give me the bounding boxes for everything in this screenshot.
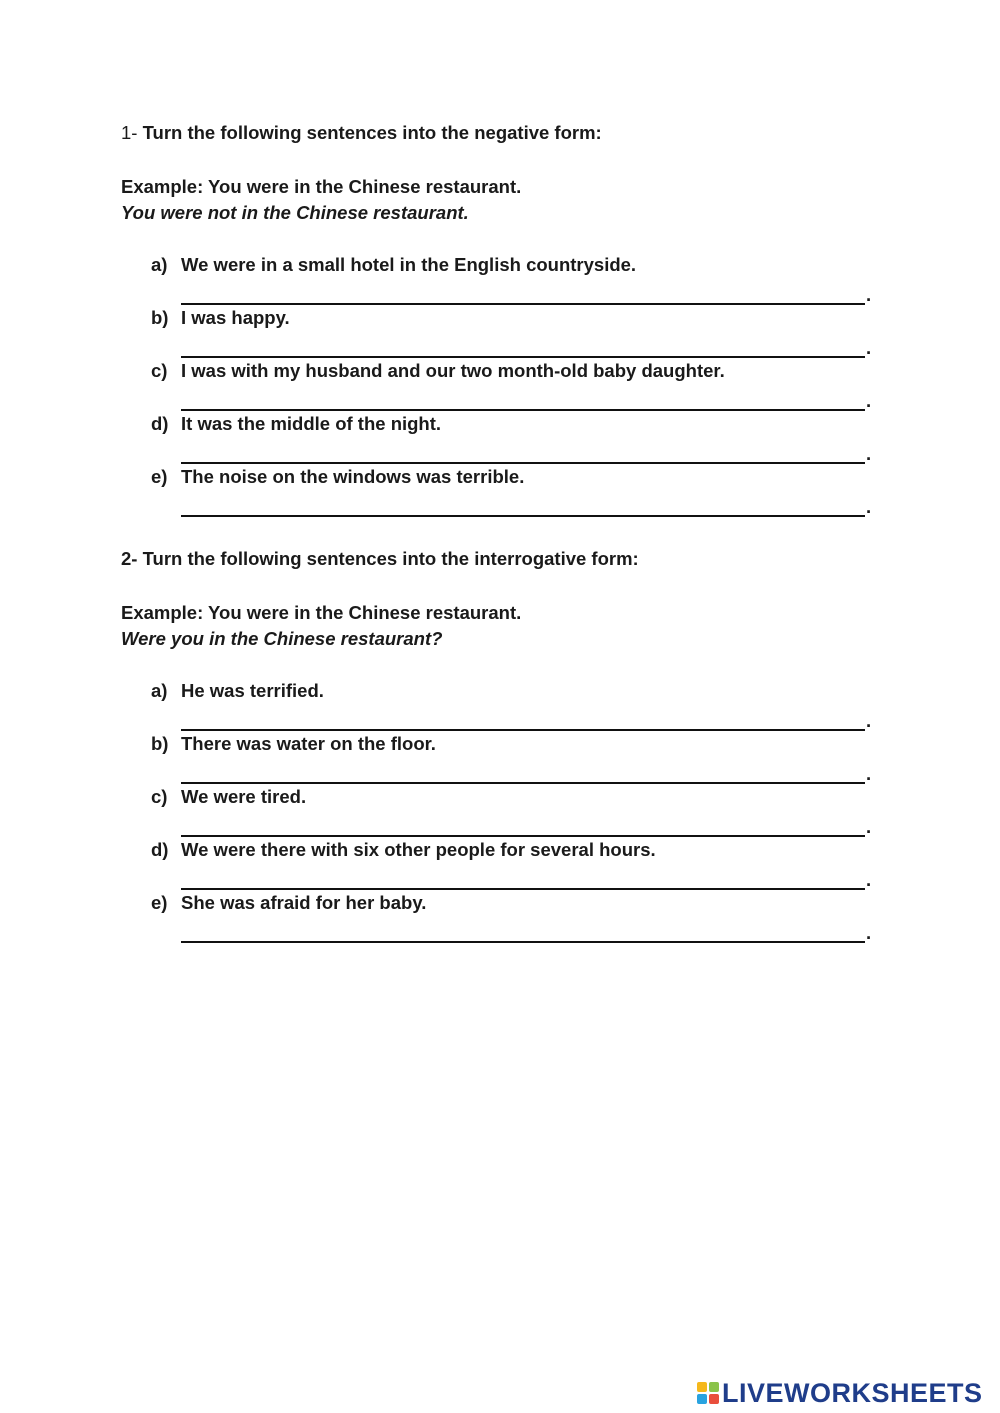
section-title: Turn the following sentences into the negative form:	[142, 122, 602, 143]
item-sentence: She was afraid for her baby.	[181, 892, 427, 913]
section-heading	[121, 121, 881, 145]
line-period: .	[866, 443, 872, 464]
item-sentence: The noise on the windows was terrible.	[181, 466, 525, 487]
example-answer: Were you in the Chinese restaurant?	[121, 628, 443, 649]
line-period: .	[866, 284, 872, 305]
exercise-item-a	[121, 679, 881, 732]
line-period: .	[866, 710, 872, 731]
logo-square-icon	[709, 1382, 719, 1392]
liveworksheets-mark-icon	[697, 1382, 719, 1404]
line-period: .	[866, 816, 872, 837]
exercise-item-d	[121, 838, 881, 891]
line-period: .	[866, 496, 872, 517]
item-sentence: I was happy.	[181, 307, 290, 328]
item-sentence: We were tired.	[181, 786, 307, 807]
exercise-item-e	[121, 465, 881, 518]
exercise-item-b	[121, 732, 881, 785]
item-sentence: We were in a small hotel in the English countryside.	[181, 254, 637, 275]
line-period: .	[866, 337, 872, 358]
item-sentence: There was water on the floor.	[181, 733, 436, 754]
item-sentence: We were there with six other people for several hours.	[181, 839, 656, 860]
logo-square-icon	[709, 1394, 719, 1404]
answer-input[interactable]	[181, 335, 865, 358]
item-letter: a)	[151, 254, 168, 275]
logo-square-icon	[697, 1394, 707, 1404]
item-sentence: It was the middle of the night.	[181, 413, 442, 434]
answer-input[interactable]	[181, 494, 865, 517]
answer-input[interactable]	[181, 920, 865, 943]
item-letter: e)	[151, 892, 168, 913]
example-answer: You were not in the Chinese restaurant.	[121, 202, 469, 223]
liveworksheets-logo	[697, 1378, 983, 1408]
item-letter: b)	[151, 307, 169, 328]
logo-text: LIVEWORKSHEETS	[722, 1378, 983, 1408]
line-period: .	[866, 869, 872, 890]
answer-input[interactable]	[181, 282, 865, 305]
exercise-item-b	[121, 306, 881, 359]
section-heading	[121, 547, 881, 571]
section-title: Turn the following sentences into the interrogative form:	[142, 548, 639, 569]
exercise-item-a	[121, 253, 881, 306]
answer-input[interactable]	[181, 388, 865, 411]
answer-input[interactable]	[181, 761, 865, 784]
section-interrogative-form	[121, 547, 881, 944]
section-negative-form	[121, 121, 881, 518]
answer-input[interactable]	[181, 441, 865, 464]
line-period: .	[866, 763, 872, 784]
item-letter: a)	[151, 680, 168, 701]
logo-square-icon	[697, 1382, 707, 1392]
item-letter: c)	[151, 360, 168, 381]
item-sentence: I was with my husband and our two month-old baby daughter.	[181, 360, 725, 381]
item-letter: e)	[151, 466, 168, 487]
answer-input[interactable]	[181, 708, 865, 731]
exercise-item-c	[121, 359, 881, 412]
item-sentence: He was terrified.	[181, 680, 324, 701]
item-letter: d)	[151, 413, 169, 434]
example-sentence: Example: You were in the Chinese restaurant.	[121, 176, 522, 197]
item-letter: c)	[151, 786, 168, 807]
answer-input[interactable]	[181, 867, 865, 890]
example-sentence: Example: You were in the Chinese restaurant.	[121, 602, 522, 623]
item-letter: b)	[151, 733, 169, 754]
section-number: 2-	[121, 548, 138, 569]
exercise-item-d	[121, 412, 881, 465]
exercise-list	[121, 253, 881, 518]
exercise-item-e	[121, 891, 881, 944]
exercise-item-c	[121, 785, 881, 838]
line-period: .	[866, 390, 872, 411]
item-letter: d)	[151, 839, 169, 860]
answer-input[interactable]	[181, 814, 865, 837]
line-period: .	[866, 922, 872, 943]
exercise-list	[121, 679, 881, 944]
section-number: 1-	[121, 122, 138, 143]
